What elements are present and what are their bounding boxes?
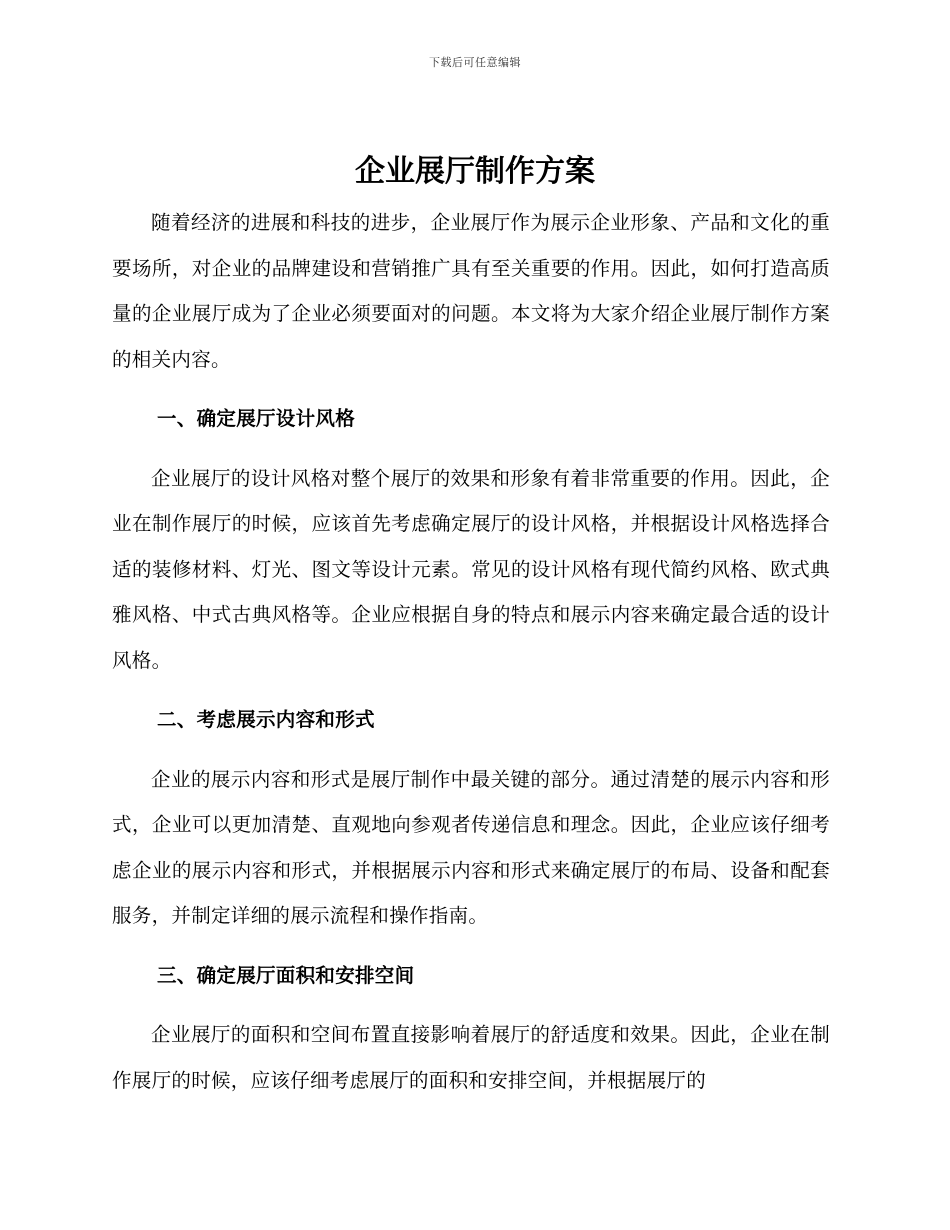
- section-body-style: 企业展厅的设计风格对整个展厅的效果和形象有着非常重要的作用。因此，企业在制作展厅的时候，应该首先考虑确定展厅的设计风格，并根据设计风格选择合适的装修材料、灯光、图文等设计元素。常见的设计风格有现代简约风格、欧式典雅风格、中式古典风格等。企业应根据自身的特点和展示内容来确定最合适的设计风格。: [112, 466, 830, 672]
- document-title: 企业展厅制作方案: [355, 154, 595, 189]
- document-body: [112, 200, 830, 1103]
- section-heading-space: 三、确定展厅面积和安排空间: [157, 963, 415, 987]
- header-note: 下载后可任意编辑: [429, 56, 521, 69]
- section-heading-style: 一、确定展厅设计风格: [157, 407, 356, 430]
- intro-paragraph: 随着经济的进展和科技的进步，企业展厅作为展示企业形象、产品和文化的重要场所，对企业的品牌建设和营销推广具有至关重要的作用。因此，如何打造高质量的企业展厅成为了企业必须要面对的问题。本文将为大家介绍企业展厅制作方案的相关内容。: [112, 211, 830, 371]
- section-body-content: 企业的展示内容和形式是展厅制作中最关键的部分。通过清楚的展示内容和形式，企业可以更加清楚、直观地向参观者传递信息和理念。因此，企业应该仔细考虑企业的展示内容和形式，并根据展示内容和形式来确定展厅的布局、设备和配套服务，并制定详细的展示流程和操作指南。: [112, 767, 830, 927]
- section-heading-content: 二、考虑展示内容和形式: [157, 708, 375, 731]
- section-body-space: 企业展厅的面积和空间布置直接影响着展厅的舒适度和效果。因此，企业在制作展厅的时候，应该仔细考虑展厅的面积和安排空间，并根据展厅的: [112, 1023, 830, 1092]
